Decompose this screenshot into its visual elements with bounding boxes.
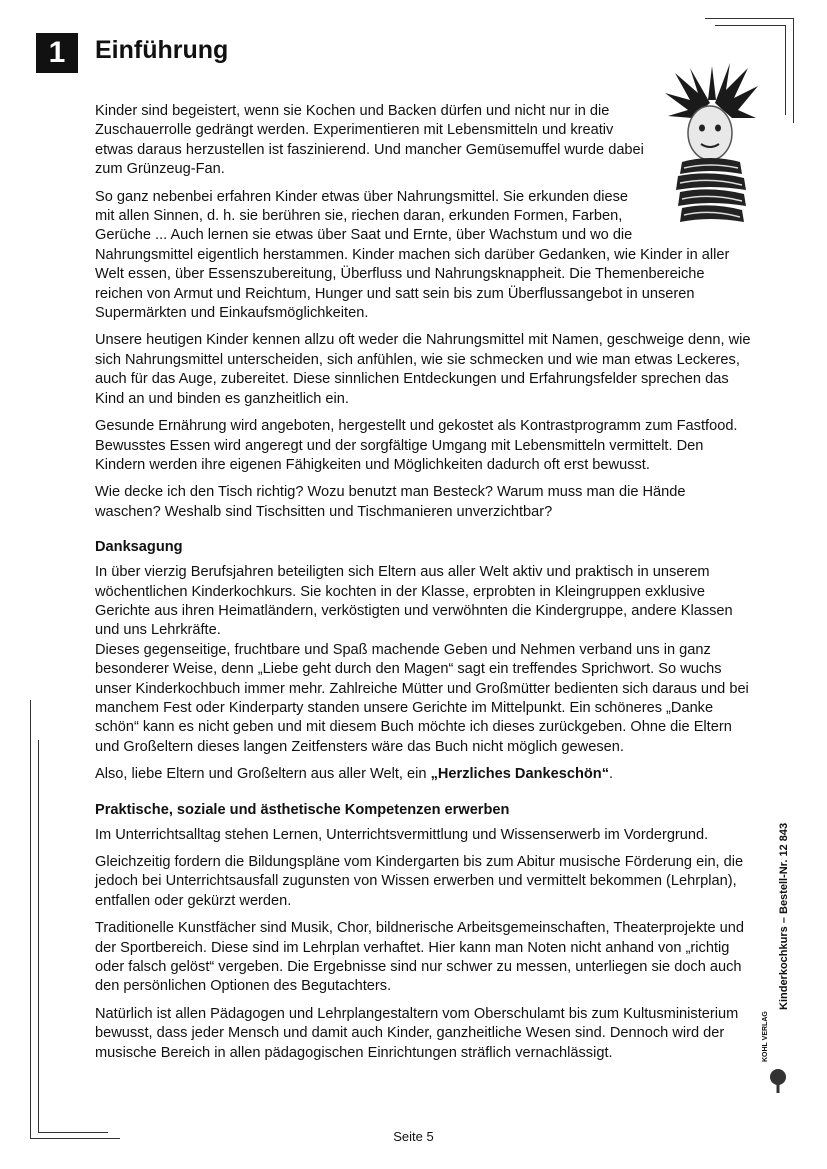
kompetenzen-paragraph-4: Natürlich ist allen Pädagogen und Lehrplangestaltern vom Oberschulamt bis zum Kultusministerium bewusst, dass jeder Mensch und damit auch Kinder, ganzheitliche Wesen sind. Dennoch wird der musische Bereich in allen pädagogischen Einrichtungen sträflich vernachlässigt. bbox=[95, 1005, 739, 1061]
side-order-number: Bestell-Nr. 12 843 bbox=[778, 822, 790, 914]
kompetenzen-heading: Praktische, soziale und ästhetische Kompetenzen erwerben bbox=[95, 801, 510, 818]
intro-paragraph-2: So ganz nebenbei erfahren Kinder etwas über Nahrungsmittel. Sie erkunden diese mit allen Sinnen, d. h. sie berühren sie, riechen daran, erkunden Formen, Farben, Gerüche ... Auch lernen sie etwas über Saat und Ernte, über Wachstum und wo die Nahrungsmittel eigentlich herstammen. Kinder machen sich darüber Gedanken, wie Kinder in aller Welt essen, über Essenszubereitung, Überfluss und Nahrungsknappheit. Die Themenbereiche reichen von Armut und Reichtum, Hunger und satt sein bis zum Überflussangebot in unseren Supermärkten und Einkaufsmöglichkeiten. bbox=[95, 188, 730, 322]
danksagung-line-1: In über vierzig Berufsjahren beteiligten sich Eltern aus aller Welt aktiv und praktisch in unserem wöchentlichen Kinderkochkurs. Sie kochten in der Klasse, erprobten in Kleingruppen exklusive Gerichte aus ihren Heimatländern, verköstigten und verwöhnten die Kindergruppe, andere Klassen und uns Lehrkräfte. bbox=[95, 564, 733, 639]
intro-paragraph-3: Unsere heutigen Kinder kennen allzu oft weder die Nahrungsmittel mit Namen, geschweige denn, wie sich Nahrungsmittel unterscheiden, sich anfühlen, wie sie schmecken und wie man etwas Leckeres, auch für das Auge, zubereitet. Diese sinnlichen Entdeckungen und Erfahrungsfelder sprechen das Kind an und binden es ganzheitlich ein. bbox=[95, 332, 751, 407]
danksagung-paragraph-2 bbox=[95, 765, 755, 784]
intro-paragraph-1: Kinder sind begeistert, wenn sie Kochen und Backen dürfen und nicht nur in die Zuschauerrolle gedrängt werden. Experimentieren mit Lebensmitteln und kreativ etwas daraus herzustellen ist faszinierend. Und mancher Gemüsemuffel wurde dabei zum Grünzeug-Fan. bbox=[95, 103, 644, 178]
publisher-name: KOHL VERLAG bbox=[762, 1011, 769, 1062]
frame-bottom-left-v1 bbox=[30, 700, 31, 1138]
frame-top-right-v1 bbox=[793, 18, 794, 123]
side-product-label bbox=[778, 820, 790, 1010]
kompetenzen-paragraph-2: Gleichzeitig fordern die Bildungspläne vom Kindergarten bis zum Abitur musische Förderung ein, die jedoch bei Unterrichtsausfall zugunsten von Wissen erwerben und vermittelt bekommen (Lehrplan), entfallen oder gekürzt werden. bbox=[95, 854, 744, 909]
frame-top-right-h1 bbox=[705, 18, 793, 19]
danksagung-line-2: Dieses gegenseitige, fruchtbare und Spaß machende Geben und Nehmen verband uns in ganz besonderer Weise, denn „Liebe geht durch den Magen“ sagt ein treffendes Sprichwort. So wuchs unser Kinderkochbuch immer mehr. Zahlreiche Mütter und Großmütter bedienten sich daraus und bei manchem Fest oder Kinderparty standen unsere Gerichte im Mittelpunkt. Ein schöneres „Danke schön“ kann es nicht geben und mit diesem Buch möchte ich dieses zurückgeben. Ohne die Eltern und Großeltern dieses langen Zeitfensters wäre das Buch nicht möglich gewesen. bbox=[95, 641, 749, 755]
side-product-name: Kinderkochkurs bbox=[778, 926, 790, 1010]
danksagung-thanks-end: . bbox=[609, 766, 614, 783]
page-number: Seite 5 bbox=[393, 1129, 434, 1144]
chapter-title: Einführung bbox=[95, 36, 229, 64]
danksagung-paragraph-1 bbox=[95, 563, 755, 757]
main-content bbox=[95, 102, 755, 1071]
frame-bottom-left-v2 bbox=[38, 740, 39, 1132]
danksagung-heading: Danksagung bbox=[95, 539, 183, 556]
danksagung-thanks-text: Also, liebe Eltern und Großeltern aus aller Welt, ein bbox=[95, 766, 431, 783]
tree-logo-icon bbox=[768, 1068, 788, 1094]
intro-paragraph-4: Gesunde Ernährung wird angeboten, hergestellt und gekostet als Kontrastprogramm zum Fastfood. Bewusstes Essen wird angeregt und der sorgfältige Umgang mit Lebensmitteln vermittelt. Den Kindern werden ihre eigenen Fähigkeiten und Möglichkeiten dadurch oft erst bewusst. bbox=[95, 418, 738, 473]
frame-top-right-v2 bbox=[785, 25, 786, 115]
kompetenzen-paragraph-3: Traditionelle Kunstfächer sind Musik, Chor, bildnerische Arbeitsgemeinschaften, Theaterprojekte und der Sportbereich. Diese sind im Lehrplan verhaftet. Hier kann man Noten nicht anhand von „richtig oder falsch gelöst“ vergeben. Die Ergebnisse sind nur schwer zu messen, unterliegen sie doch auch den persönlichen Optionen des Begutachters. bbox=[95, 920, 744, 995]
kompetenzen-paragraph-1: Im Unterrichtsalltag stehen Lernen, Unterrichtsvermittlung und Wissenserwerb im Vordergrund. bbox=[95, 826, 709, 843]
side-separator: – bbox=[778, 917, 790, 924]
intro-paragraph-5: Wie decke ich den Tisch richtig? Wozu benutzt man Besteck? Warum muss man die Hände waschen? Weshalb sind Tischsitten und Tischmanieren unverzichtbar? bbox=[95, 484, 686, 520]
frame-top-right-h2 bbox=[715, 25, 785, 26]
danksagung-thanks-bold: „Herzliches Dankeschön“ bbox=[430, 766, 609, 783]
illustration-spacer bbox=[645, 102, 755, 230]
chapter-number: 1 bbox=[36, 33, 78, 73]
